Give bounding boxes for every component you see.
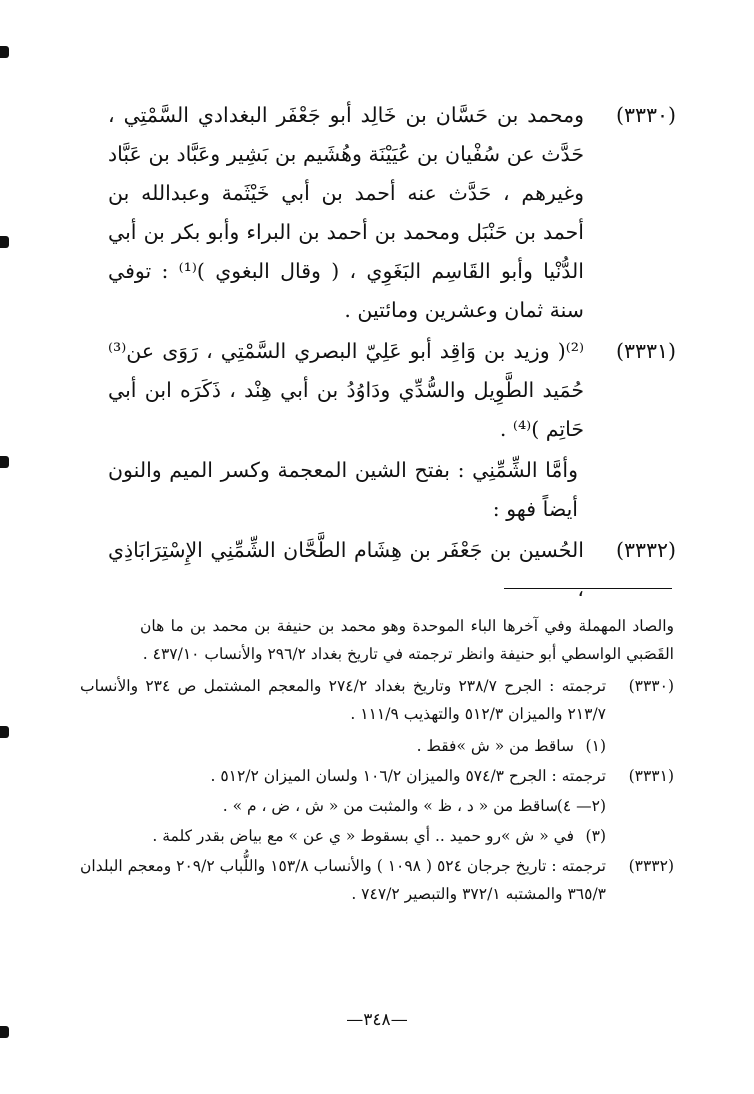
- footnote-number: (٣٣٣١): [628, 767, 674, 785]
- footnote: [80, 792, 674, 820]
- footnote-text: ترجمته : تاريخ جرجان ٥٢٤ ( ١٠٩٨ ) والأنساب ١٥٣/٨ واللُّباب ٢٠٩/٢ ومعجم البلدان ٣٦٥/٣ والمشتبه ٣٧٢/١ والتبصير ٧٤٧/٢ .: [80, 857, 606, 903]
- footnote-text: والصاد المهملة وفي آخرها الباء الموحدة وهو محمد بن حنيفة بن محمد بن ما هان القَصَبي الواسطي أبو حنيفة وانظر ترجمته في تاريخ بغداد ٢٩٦/٢ والأنساب ٤٣٧/١٠ .: [140, 617, 674, 663]
- footnote: [80, 762, 674, 790]
- footnotes: [80, 612, 674, 908]
- entry-number: (٣٣٣١): [615, 339, 676, 363]
- footnote: [80, 732, 674, 760]
- footnote-text: ترجمته : الجرح ٥٧٤/٣ والميزان ١٠٦/٢ ولسان الميزان ٥١٢/٢ .: [210, 767, 606, 785]
- biography-entry: [108, 332, 676, 449]
- page-number: —٣٤٨—: [346, 1010, 408, 1030]
- footnote: [80, 612, 674, 668]
- footnote-number: (٣): [585, 827, 606, 845]
- footnote: [80, 672, 674, 728]
- footnote-text: ترجمته : الجرح ٢٣٨/٧ وتاريخ بغداد ٢٧٤/٢ والمعجم المشتمل ص ٢٣٤ والأنساب ٢١٣/٧ والميزان ٥١٢/٣ والتهذيب ١١١/٩ .: [80, 677, 607, 723]
- footnote: [80, 852, 674, 908]
- footnote-text: ساقط من « د ، ظ » والمثبت من « ش ، ض ، م » .: [222, 797, 558, 815]
- binding-mark: [0, 46, 9, 58]
- footnote-number: (٢— ٤): [556, 797, 606, 815]
- binding-mark: [0, 726, 9, 738]
- binding-mark: [0, 236, 9, 248]
- paragraph-text: وأمَّا الشِّمِّنِي : بفتح الشين المعجمة وكسر الميم والنون أيضاً فهو :: [108, 458, 578, 521]
- footnote-number: (٣٣٣٢): [628, 857, 674, 875]
- footnote-text: في « ش »رو حميد .. أي بسقوط « ي عن » مع بياض بقدر كلمة .: [152, 827, 574, 845]
- entry-text: الحُسين بن جَعْفَر بن هِشَام الطَّحَّان الشِّمِّنِي الإِسْتِرَابَاذِي ،: [108, 538, 584, 601]
- footnote-number: (٣٣٣٠): [628, 677, 674, 695]
- main-text: [108, 96, 676, 609]
- footnote: [80, 822, 674, 850]
- footnote-text: ساقط من « ش »فقط .: [416, 737, 574, 755]
- biography-entry: [108, 531, 676, 609]
- entry-text: ⁽²⁾( وزيد بن وَاقِد أبو عَلِيّ البصري السَّمْتِي ، رَوَى عن⁽³⁾ حُمَيد الطَّوِيل والسُّدِّي ودَاوُدُ بن أبي هِنْد ، ذَكَرَه ابن أبي حَاتِم )⁽⁴⁾ .: [108, 339, 584, 441]
- biography-entry: [108, 96, 676, 330]
- nisba-paragraph: [108, 451, 676, 529]
- entry-number: (٣٣٣٢): [615, 538, 676, 562]
- footnote-number: (١): [585, 737, 606, 755]
- entry-text: ومحمد بن حَسَّان بن خَالِد أبو جَعْفَر البغدادي السَّمْتِي ، حَدَّث عن سُفْيان بن عُيَيْنَة وهُشَيم بن بَشِير وعَبَّاد بن عَبَّاد وغيرهم ، حَدَّث عنه أحمد بن أبي خَيْثَمة وعبدالله بن أحمد بن حَنْبَل ومحمد بن أحمد بن البراء وأبو بكر بن أبي الدُّنْيا وأبو القَاسِم البَغَوِي ، ( وقال البغوي )⁽¹⁾ : توفي سنة ثمان وعشرين ومائتين .: [108, 103, 584, 322]
- binding-mark: [0, 456, 9, 468]
- entry-number: (٣٣٣٠): [615, 103, 676, 127]
- footnote-divider: [504, 588, 672, 589]
